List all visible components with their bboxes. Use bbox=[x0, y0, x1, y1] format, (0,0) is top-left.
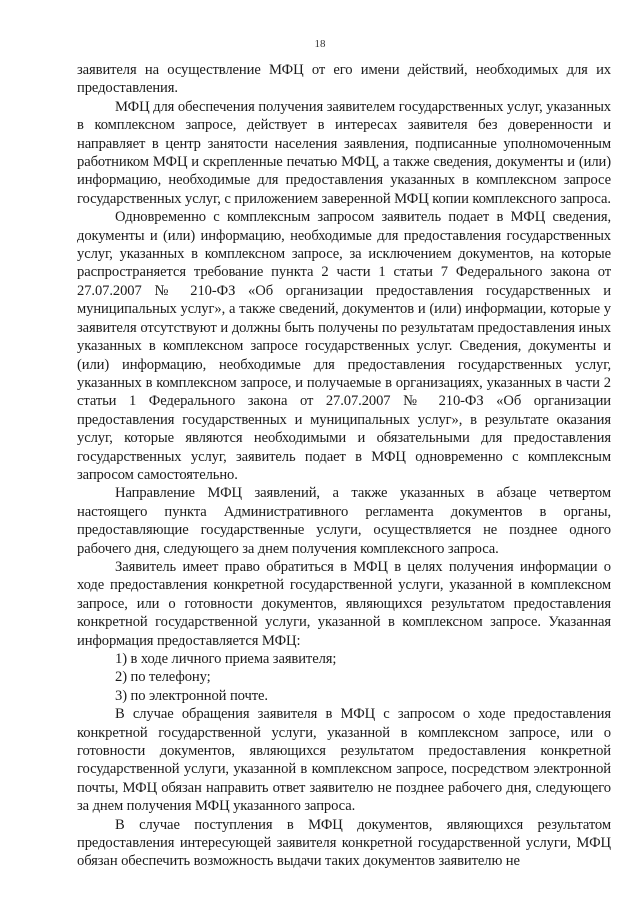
list-item-phone: 2) по телефону; bbox=[115, 669, 211, 686]
paragraph-continuation: заявителя на осуществление МФЦ от его имени действий, необходимых для их предоставления. bbox=[77, 62, 611, 97]
paragraph-right-to-info: Заявитель имеет право обратиться в МФЦ в целях получения информации о ходе предоставления конкретной государственной услуги, указанной в комплексном запросе, или о готовности документов, являющихся результатом предоставления конкретной государственной услуги, указанной в комплексном запросе. Указанная информация предоставляется МФЦ: bbox=[77, 558, 611, 649]
paragraph-mfc-actions: МФЦ для обеспечения получения заявителем государственных услуг, указанных в комплексном запросе, действует в интересах заявителя без доверенности и направляет в центр занятости населения заявления, подписанные уполномоченным работником МФЦ и скрепленные печатью МФЦ, а также сведения, документы и (или) информацию, необходимые для предоставления указанных в комплексном запросе государственных услуг, с приложением заверенной МФЦ копии комплексного запроса. bbox=[77, 98, 611, 207]
paragraph-email-request: В случае обращения заявителя в МФЦ с запросом о ходе предоставления конкретной государственной услуги, указанной в комплексном запросе, или о готовности документов, являющихся результатом предоставления конкретной государственной услуги, указанной в комплексном запросе, посредством электронной почты, МФЦ обязан направить ответ заявителю не позднее рабочего дня, следующего за днем получения МФЦ указанного запроса. bbox=[77, 706, 611, 815]
paragraph-complex-request-documents: Одновременно с комплексным запросом заявитель подает в МФЦ сведения, документы и (или) информацию, необходимые для предоставления государственных услуг, указанных в комплексном запросе, за исключением документов, на которые распространяется требование пункта 2 части 1 статьи 7 Федерального закона от 27.07.2007 № 210-ФЗ «Об организации предоставления государственных и муниципальных услуг», а также сведений, документов и (или) информации, которые у заявителя отсутствуют и должны быть получены по результатам предоставления иных указанных в комплексном запросе государственных услуг. Сведения, документы и (или) информацию, необходимые для предоставления государственных услуг, указанных в комплексном запросе, и получаемые в организациях, указанных в части 2 статьи 1 Федерального закона от 27.07.2007 № 210-ФЗ «Об организации предоставления государственных и муниципальных услуг», в результате оказания услуг, которые являются необходимыми и обязательными для предоставления государственных услуг, заявитель подает в МФЦ одновременно с комплексным запросом самостоятельно. bbox=[77, 209, 611, 483]
list-item-personal: 1) в ходе личного приема заявителя; bbox=[115, 651, 337, 667]
paragraph-documents-receipt: В случае поступления в МФЦ документов, являющихся результатом предоставления интересующей заявителя конкретной государственной услуги, МФЦ обязан обеспечить возможность выдачи таких документов заявителю не bbox=[77, 816, 611, 870]
list-item-email: 3) по электронной почте. bbox=[115, 687, 268, 704]
page-number: 18 bbox=[314, 38, 326, 50]
document-body bbox=[77, 61, 611, 871]
paragraph-sending-applications: Направление МФЦ заявлений, а также указанных в абзаце четвертом настоящего пункта Административного регламента документов в органы, предоставляющие государственные услуги, осуществляется не позднее одного рабочего дня, следующего за днем получения комплексного запроса. bbox=[77, 485, 611, 557]
